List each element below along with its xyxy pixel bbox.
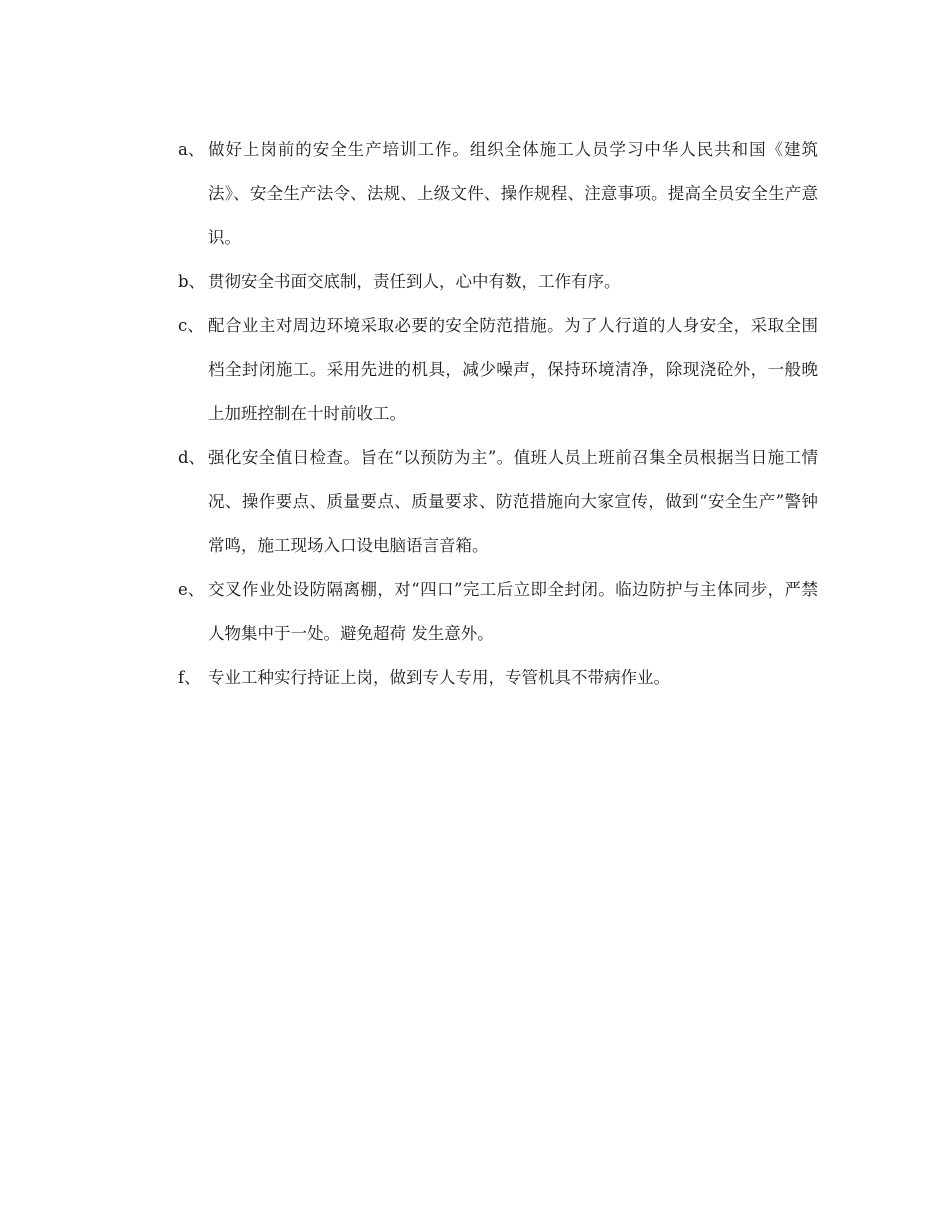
list-marker: c、 <box>178 316 204 335</box>
list-item-text: 交叉作业处设防隔离棚，对“四口”完工后立即全封闭。临边防护与主体同步，严禁人物集中于一处。避免超荷 发生意外。 <box>208 580 818 643</box>
list-item-text: 强化安全值日检查。旨在“以预防为主”。值班人员上班前召集全员根据当日施工情况、操作要点、质量要点、质量要求、防范措施向大家宣传，做到“安全生产”警钟常鸣，施工现场入口设电脑语言音箱。 <box>208 448 818 555</box>
list-item-d <box>178 436 818 568</box>
list-marker: b、 <box>178 272 206 291</box>
list-item-text: 贯彻安全书面交底制，责任到人，心中有数，工作有序。 <box>208 272 621 291</box>
list-item-a <box>178 128 818 260</box>
safety-measures-list <box>178 128 818 700</box>
list-marker: e、 <box>178 580 205 599</box>
list-item-text: 做好上岗前的安全生产培训工作。组织全体施工人员学习中华人民共和国《建筑法》、安全生产法令、法规、上级文件、操作规程、注意事项。提高全员安全生产意识。 <box>208 140 818 247</box>
list-item-text: 专业工种实行持证上岗，做到专人专用，专管机具不带病作业。 <box>208 668 670 687</box>
list-item-c <box>178 304 818 436</box>
list-item-f <box>178 656 818 700</box>
list-marker: d、 <box>178 448 206 467</box>
list-marker: f、 <box>178 668 201 687</box>
list-item-e <box>178 568 818 656</box>
list-marker: a、 <box>178 140 205 159</box>
list-item-b <box>178 260 818 304</box>
list-item-text: 配合业主对周边环境采取必要的安全防范措施。为了人行道的人身安全，采取全围档全封闭施工。采用先进的机具，减少噪声，保持环境清净，除现浇砼外，一般晚上加班控制在十时前收工。 <box>208 316 818 423</box>
